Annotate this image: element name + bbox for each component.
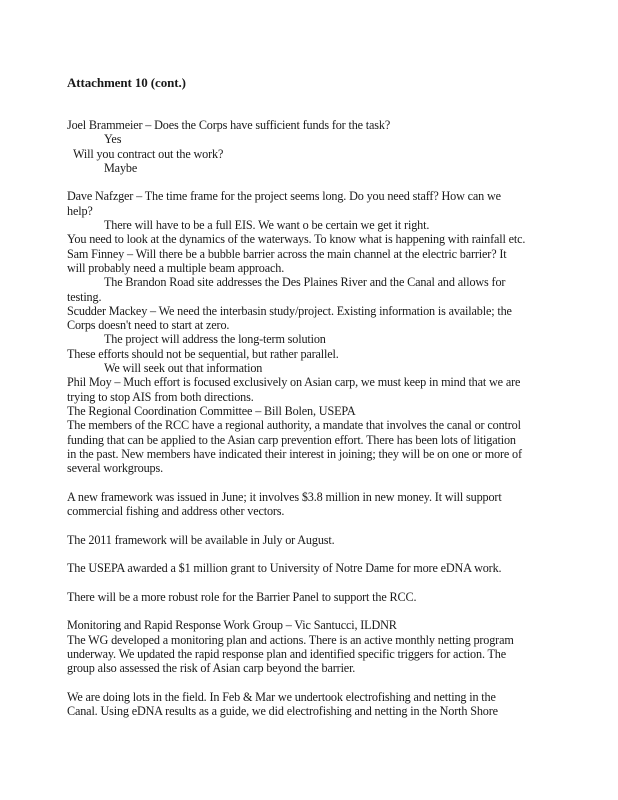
text-line: underway. We updated the rapid response plan and identified specific triggers for action. The: [67, 646, 507, 661]
text-line: in the past. New members have indicated their interest in joining; they will be on one or more of: [67, 446, 522, 461]
text-line: We are doing lots in the field. In Feb & Mar we undertook electrofishing and netting in the: [67, 689, 496, 704]
text-line: There will be a more robust role for the Barrier Panel to support the RCC.: [67, 589, 417, 604]
text-line: Yes: [104, 132, 122, 147]
text-line: Maybe: [104, 160, 138, 175]
text-line: We will seek out that information: [104, 361, 263, 376]
page-heading: Attachment 10 (cont.): [67, 75, 186, 90]
text-line: trying to stop AIS from both directions.: [67, 389, 254, 404]
text-line: testing.: [67, 289, 102, 304]
paragraph-gap: [67, 576, 567, 590]
text-line: Corps doesn't need to start at zero.: [67, 318, 230, 333]
text-line: Phil Moy – Much effort is focused exclusively on Asian carp, we must keep in mind that we are: [67, 375, 521, 390]
paragraph-gap: [67, 547, 567, 561]
paragraph-gap: [67, 604, 567, 618]
meeting-notes-body: [67, 118, 567, 718]
paragraph-gap: [67, 475, 567, 489]
text-line: There will have to be a full EIS. We want o be certain we get it right.: [104, 218, 430, 233]
text-line: will probably need a multiple beam approach.: [67, 260, 285, 275]
text-line: Monitoring and Rapid Response Work Group – Vic Santucci, ILDNR: [67, 618, 397, 633]
text-line: funding that can be applied to the Asian carp prevention effort. There has been lots of litigation: [67, 432, 516, 447]
text-line: Will you contract out the work?: [73, 146, 224, 161]
text-line: The Brandon Road site addresses the Des Plaines River and the Canal and allows for: [104, 275, 506, 290]
text-line: Canal. Using eDNA results as a guide, we did electrofishing and netting in the North Shore: [67, 704, 498, 719]
text-line: group also assessed the risk of Asian carp beyond the barrier.: [67, 661, 356, 676]
text-line: commercial fishing and address other vectors.: [67, 504, 285, 519]
text-line: Joel Brammeier – Does the Corps have sufficient funds for the task?: [67, 118, 391, 132]
paragraph-gap: [67, 175, 567, 189]
text-line: A new framework was issued in June; it involves $3.8 million in new money. It will support: [67, 489, 502, 504]
text-line: The WG developed a monitoring plan and actions. There is an active monthly netting program: [67, 632, 514, 647]
text-line: The Regional Coordination Committee – Bill Bolen, USEPA: [67, 403, 356, 418]
text-line: Scudder Mackey – We need the interbasin study/project. Existing information is available; the: [67, 303, 512, 318]
text-line: help?: [67, 203, 93, 218]
text-line: several workgroups.: [67, 461, 163, 476]
text-line: The 2011 framework will be available in July or August.: [67, 532, 335, 547]
text-line: Sam Finney – Will there be a bubble barrier across the main channel at the electric barrier? It: [67, 246, 507, 261]
text-line: Dave Nafzger – The time frame for the project seems long. Do you need staff? How can we: [67, 189, 501, 204]
text-line: The USEPA awarded a $1 million grant to University of Notre Dame for more eDNA work.: [67, 561, 502, 576]
text-line: These efforts should not be sequential, but rather parallel.: [67, 346, 339, 361]
text-line: The project will address the long-term solution: [104, 332, 326, 347]
paragraph-gap: [67, 676, 567, 690]
text-line: You need to look at the dynamics of the waterways. To know what is happening with rainfall etc.: [67, 232, 526, 247]
paragraph-gap: [67, 518, 567, 532]
text-line: The members of the RCC have a regional authority, a mandate that involves the canal or control: [67, 418, 521, 433]
